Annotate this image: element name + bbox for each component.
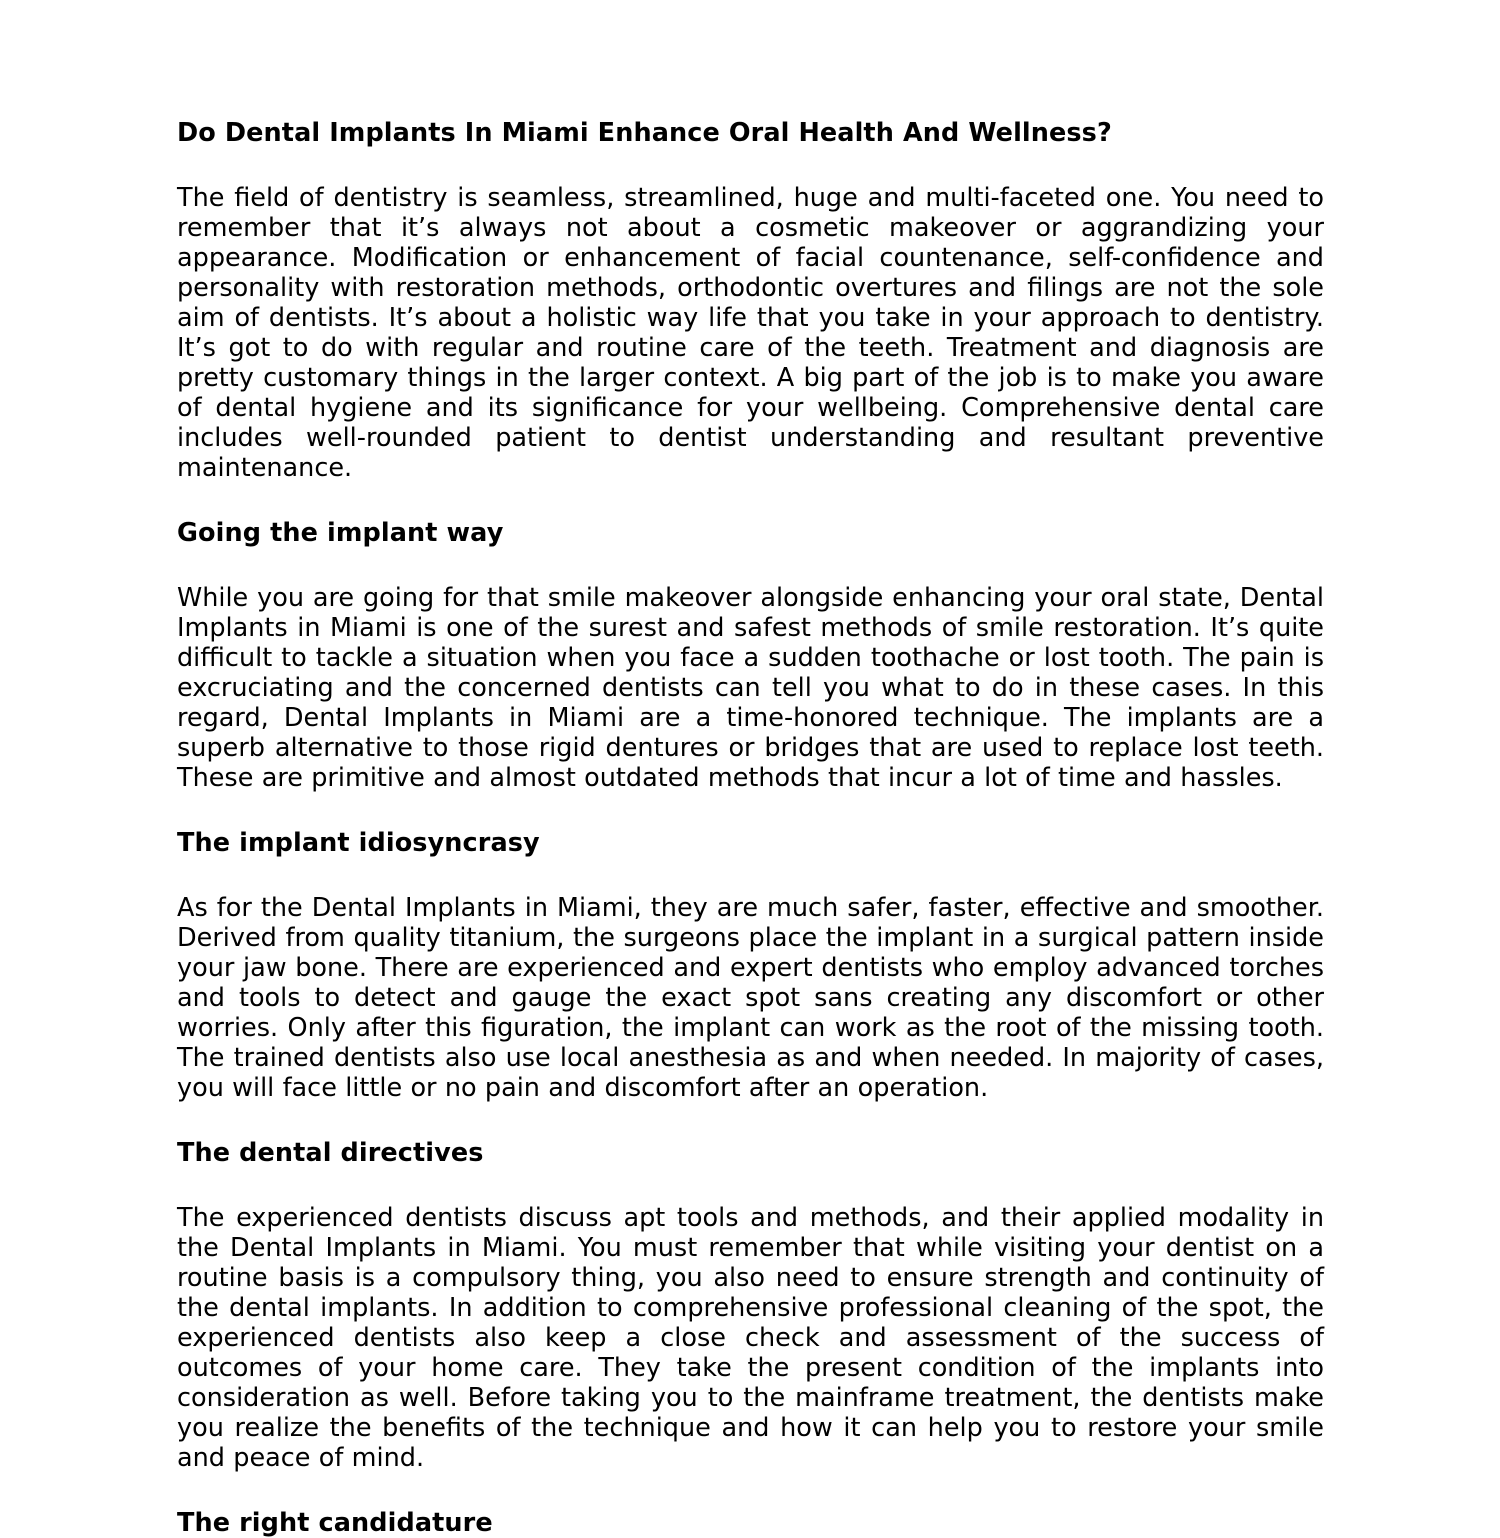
spacer [177,858,1324,893]
section-heading-the-implant-idiosyncrasy: The implant idiosyncrasy [177,828,540,858]
spacer [177,483,1324,518]
paragraph-intro: The field of dentistry is seamless, streamlined, huge and multi-faceted one. You need to remember that it’s always not about a cosmetic makeover or aggrandizing your appearance. Modification or enhancement of facial countenance, self-confidence and personality with restoration methods, orthodontic overtures and filings are not the sole aim of dentists. It’s about a holistic way life that you take in your approach to dentistry. It’s got to do with regular and routine care of the teeth. Treatment and diagnosis are pretty customary things in the larger context. A big part of the job is to make you aware of dental hygiene and its significance for your wellbeing. Comprehensive dental care includes well-rounded patient to dentist understanding and resultant preventive maintenance. [177,183,1324,483]
paragraph-the-implant-idiosyncrasy: As for the Dental Implants in Miami, they are much safer, faster, effective and smoother. Derived from quality titanium, the surgeons place the implant in a surgical pattern inside your jaw bone. There are experienced and expert dentists who employ advanced torches and tools to detect and gauge the exact spot sans creating any discomfort or other worries. Only after this figuration, the implant can work as the root of the missing tooth. The trained dentists also use local anesthesia as and when needed. In majority of cases, you will face little or no pain and discomfort after an operation. [177,893,1324,1103]
spacer [177,793,1324,828]
spacer [177,1473,1324,1508]
paragraph-going-the-implant-way: While you are going for that smile makeover alongside enhancing your oral state, Dental Implants in Miami is one of the surest and safest methods of smile restoration. It’s quite difficult to tackle a situation when you face a sudden toothache or lost tooth. The pain is excruciating and the concerned dentists can tell you what to do in these cases. In this regard, Dental Implants in Miami are a time-honored technique. The implants are a superb alternative to those rigid dentures or bridges that are used to replace lost teeth. These are primitive and almost outdated methods that incur a lot of time and hassles. [177,583,1324,793]
document-body [177,118,1324,1538]
paragraph-the-dental-directives: The experienced dentists discuss apt tools and methods, and their applied modality in the Dental Implants in Miami. You must remember that while visiting your dentist on a routine basis is a compulsory thing, you also need to ensure strength and continuity of the dental implants. In addition to comprehensive professional cleaning of the spot, the experienced dentists also keep a close check and assessment of the success of outcomes of your home care. They take the present condition of the implants into consideration as well. Before taking you to the mainframe treatment, the dentists make you realize the benefits of the technique and how it can help you to restore your smile and peace of mind. [177,1203,1324,1473]
spacer [177,148,1324,183]
page-title: Do Dental Implants In Miami Enhance Oral Health And Wellness? [177,118,1112,148]
spacer [177,1168,1324,1203]
section-heading-going-the-implant-way: Going the implant way [177,518,504,548]
section-heading-the-dental-directives: The dental directives [177,1138,484,1168]
spacer [177,548,1324,583]
spacer [177,1103,1324,1138]
section-heading-the-right-candidature: The right candidature [177,1508,493,1538]
